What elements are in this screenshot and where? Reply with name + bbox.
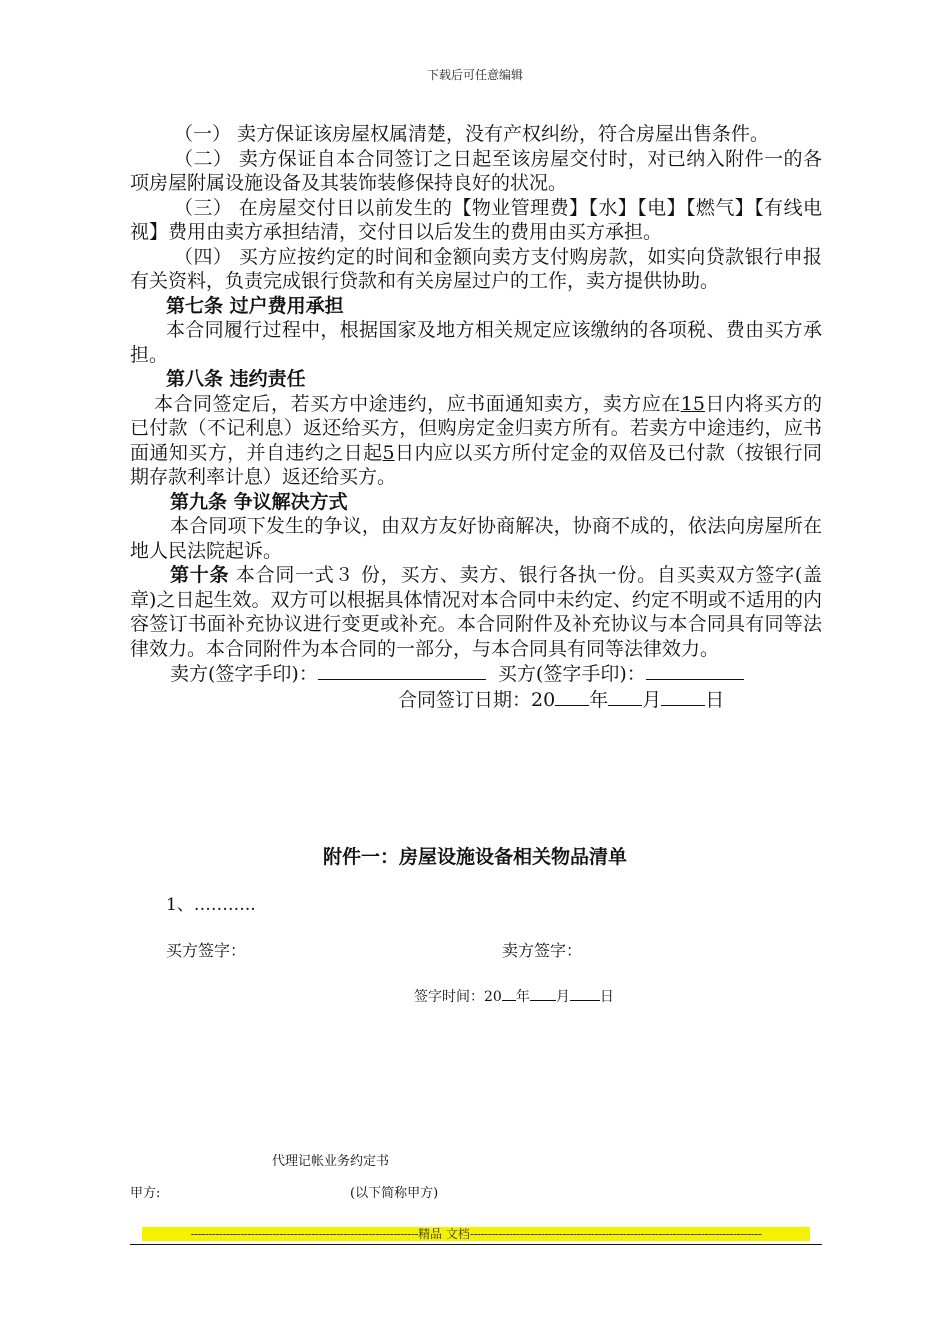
- article-10: [130, 563, 822, 661]
- annex-buyer-sign-label: 买方签字：: [166, 941, 247, 960]
- annex-day-blank[interactable]: [570, 986, 600, 1001]
- contract-date-prefix: 合同签订日期：20: [398, 688, 556, 711]
- buyer-signature-blank[interactable]: [646, 661, 744, 680]
- article-8-part-c: 日内应以买方所付定金的双倍及已付款（按银行同期存款利率计息）返还给买方。: [130, 441, 822, 488]
- annex-title: 附件一：房屋设施设备相关物品清单: [322, 846, 627, 868]
- footer-banner: [142, 1227, 810, 1241]
- contract-year-blank[interactable]: [555, 687, 589, 706]
- article-8-part-b: 日内将买方的已付款（不记利息）返还给买方，但购房定金归卖方所有。若卖方中途违约，应书面通知买方，并自违约之日起: [130, 392, 822, 464]
- seller-signature-blank[interactable]: [318, 661, 486, 680]
- article-7-text: 本合同履行过程中，根据国家及地方相关规定应该缴纳的各项税、费由买方承担。: [130, 319, 822, 366]
- annex-month-label: 月: [555, 989, 570, 1005]
- party-a-label: 甲方:: [130, 1186, 161, 1201]
- contract-month-label: 月: [642, 688, 662, 711]
- party-a-note: (以下简称甲方): [350, 1186, 439, 1201]
- page-header-note: 下载后可任意编辑: [426, 68, 523, 82]
- contract-month-blank[interactable]: [608, 687, 642, 706]
- annex-year-blank[interactable]: [502, 986, 516, 1001]
- footer-label: 精品 文档: [418, 1227, 470, 1241]
- signature-line: [130, 661, 822, 687]
- article-8-part-a: 本合同签定后，若买方中途违约，应书面通知卖方，卖方应在: [154, 392, 681, 415]
- contract-year-label: 年: [589, 688, 609, 711]
- contract-day-blank[interactable]: [661, 687, 705, 706]
- annex-sign-time: [414, 986, 614, 1006]
- article-7-title: 第七条 过户费用承担: [166, 294, 344, 317]
- annex-seller-sign-label: 卖方签字：: [502, 941, 583, 960]
- contract-date-line: [130, 687, 822, 713]
- article-9-title: 第九条 争议解决方式: [170, 490, 348, 513]
- footer-rule: [130, 1244, 822, 1245]
- article-9-text: 本合同项下发生的争议，由双方友好协商解决，协商不成的，依法向房屋所在地人民法院起诉。: [130, 515, 822, 562]
- annex-year-label: 年: [515, 989, 530, 1005]
- footer-dashes-left: ----------------------------------------------------------------: [190, 1227, 419, 1241]
- contract-day-label: 日: [705, 688, 725, 711]
- footer-dashes-right: ----------------------------------------------------------------------------------: [469, 1227, 762, 1241]
- annex-time-prefix: 签字时间：20: [414, 989, 502, 1005]
- seller-signature-label: 卖方(签字手印)：: [170, 663, 318, 685]
- article-10-text: 本合同一式３ 份，买方、卖方、银行各执一份。自买卖双方签字(盖章)之日起生效。双方可以根据具体情况对本合同中未约定、约定不明或不适用的内容签订书面补充协议进行变更或补充。本合同附件及补充协议与本合同具有同等法律效力。本合同附件为本合同的一部分，与本合同具有同等法律效力。: [130, 564, 822, 660]
- clause-guarantee-condition: （二） 卖方保证自本合同签订之日起至该房屋交付时，对已纳入附件一的各项房屋附属设施设备及其装饰装修保持良好的状况。: [130, 147, 822, 194]
- clause-fees: （三） 在房屋交付日以前发生的【物业管理费】【水】【电】【燃气】【有线电视】费用由卖方承担结清，交付日以后发生的费用由买方承担。: [130, 196, 822, 243]
- clause-guarantee-title: （一） 卖方保证该房屋权属清楚，没有产权纠纷，符合房屋出售条件。: [174, 123, 770, 145]
- annex-item-1: 1、………..: [166, 895, 256, 915]
- article-8-title: 第八条 违约责任: [166, 368, 306, 390]
- contract-body: [130, 122, 822, 712]
- clause-payment: （四） 买方应按约定的时间和金额向卖方支付购房款，如实向贷款银行申报有关资料，负责完成银行贷款和有关房屋过户的工作，卖方提供协助。: [130, 245, 822, 292]
- annex-month-blank[interactable]: [530, 986, 556, 1001]
- article-10-title: 第十条: [170, 564, 230, 586]
- article-8-days-1: 15: [680, 392, 705, 415]
- buyer-signature-label: 买方(签字手印)：: [497, 663, 646, 685]
- annex-day-label: 日: [599, 989, 614, 1005]
- next-document-title: 代理记帐业务约定书: [272, 1154, 390, 1169]
- article-8-days-2: 5: [382, 441, 395, 464]
- article-8-text: [130, 392, 822, 490]
